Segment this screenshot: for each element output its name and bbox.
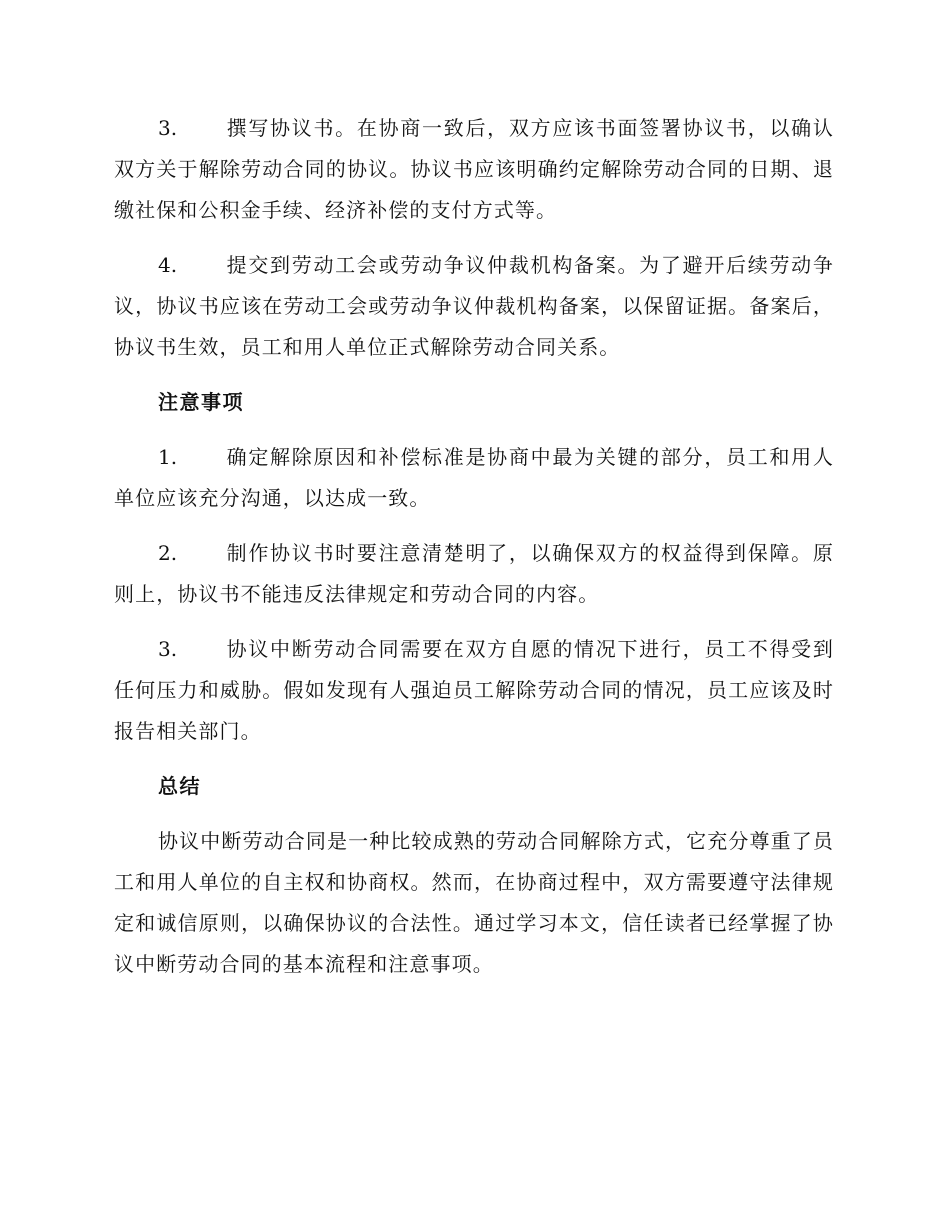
note-item [114, 533, 834, 615]
note-item [114, 629, 834, 752]
step-item [114, 108, 834, 231]
step-number: 4. [158, 253, 178, 277]
summary-heading: 总结 [158, 774, 201, 798]
step-text: 撰写协议书。在协商一致后，双方应该书面签署协议书，以确认双方关于解除劳动合同的协议。协议书应该明确约定解除劳动合同的日期、退缴社保和公积金手续、经济补偿的支付方式等。 [114, 116, 834, 222]
step-number: 3. [158, 116, 178, 140]
note-number: 3. [158, 637, 178, 661]
notes-heading: 注意事项 [158, 390, 244, 414]
note-number: 1. [158, 445, 178, 469]
step-text: 提交到劳动工会或劳动争议仲裁机构备案。为了避开后续劳动争议，协议书应该在劳动工会或劳动争议仲裁机构备案，以保留证据。备案后，协议书生效，员工和用人单位正式解除劳动合同关系。 [114, 253, 834, 359]
note-item [114, 437, 834, 519]
note-number: 2. [158, 541, 178, 565]
note-text: 制作协议书时要注意清楚明了，以确保双方的权益得到保障。原则上，协议书不能违反法律规定和劳动合同的内容。 [114, 541, 834, 606]
note-text: 协议中断劳动合同需要在双方自愿的情况下进行，员工不得受到任何压力和威胁。假如发现有人强迫员工解除劳动合同的情况，员工应该及时报告相关部门。 [114, 637, 834, 743]
summary-paragraph: 协议中断劳动合同是一种比较成熟的劳动合同解除方式，它充分尊重了员工和用人单位的自主权和协商权。然而，在协商过程中，双方需要遵守法律规定和诚信原则，以确保协议的合法性。通过学习本文，信任读者已经掌握了协议中断劳动合同的基本流程和注意事项。 [114, 829, 834, 976]
document-body [114, 108, 834, 999]
step-item [114, 245, 834, 368]
note-text: 确定解除原因和补偿标准是协商中最为关键的部分，员工和用人单位应该充分沟通，以达成一致。 [114, 445, 834, 510]
